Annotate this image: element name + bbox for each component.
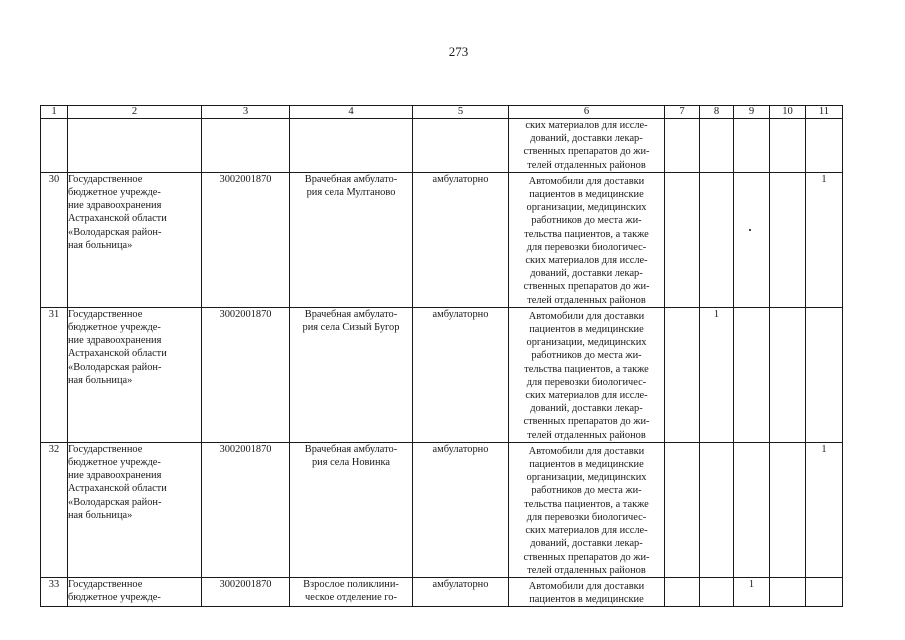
cell-number: 31 — [41, 307, 68, 442]
cell-col11 — [806, 577, 843, 606]
cell-text-line: ние здравоохранения — [68, 335, 162, 347]
column-header-4: 4 — [290, 106, 413, 119]
table-row-continuation — [41, 119, 843, 173]
cell-text-line: тельства пациентов, а также — [524, 498, 649, 510]
cell-text-line: ских материалов для иссле- — [525, 120, 648, 131]
cell-text-line: работников до места жи- — [531, 350, 642, 362]
cell-description — [509, 442, 665, 577]
cell-text-line: Государственное — [68, 308, 143, 320]
cell-col9 — [734, 307, 770, 442]
cell-organization — [68, 577, 202, 606]
cell-text-line: дований, доставки лекар- — [530, 403, 643, 415]
cell-text-line: организации, медицинских — [526, 202, 647, 214]
column-header-7: 7 — [665, 106, 700, 119]
cell-text-line: ная больница» — [68, 509, 133, 521]
cell-description — [509, 172, 665, 307]
cell-text-line: Автомобили для доставки — [528, 310, 645, 322]
cell-code: 3002001870 — [202, 172, 290, 307]
cell-text-line: телей отдаленных районов — [527, 294, 646, 306]
cell-col11 — [806, 307, 843, 442]
cell-text-line: Врачебная амбулато- — [304, 308, 398, 320]
cell-text-line: рия села Новинка — [311, 457, 391, 469]
cell-col11: 1 — [806, 442, 843, 577]
cell-text-line: телей отдаленных районов — [527, 429, 646, 441]
cell-text-line: телей отдаленных районов — [527, 564, 646, 576]
cell-code: 3002001870 — [202, 577, 290, 606]
cell-text-line: ственных препаратов до жи- — [523, 551, 650, 563]
cell-text-line: тельства пациентов, а также — [524, 228, 649, 240]
cell-text-line: ная больница» — [68, 374, 133, 386]
cell-text-line: ских материалов для иссле- — [525, 525, 648, 537]
cell-text-line: организации, медицинских — [526, 472, 647, 484]
cell-col11: 1 — [806, 172, 843, 307]
cell-number: 30 — [41, 172, 68, 307]
header-row — [41, 106, 843, 119]
column-header-11: 11 — [806, 106, 843, 119]
cell-col10 — [770, 442, 806, 577]
cell-unit — [290, 172, 413, 307]
column-header-1: 1 — [41, 106, 68, 119]
cell-text-line: Астраханской области — [68, 483, 167, 495]
cell-text-line: Государственное — [68, 443, 143, 455]
cell-text-line: Автомобили для доставки — [528, 175, 645, 187]
cell-text-line: дований, доставки лекар- — [530, 133, 643, 145]
cell-text-line: дований, доставки лекар- — [530, 538, 643, 550]
cell-text-line: рия села Мултаново — [306, 187, 396, 199]
cell-text-line: Взрослое поликлини- — [303, 578, 399, 590]
cell-col10 — [770, 172, 806, 307]
table-row — [41, 577, 843, 606]
cell-col7 — [665, 307, 700, 442]
cell-organization — [68, 172, 202, 307]
cell-col10 — [770, 307, 806, 442]
cell-code: 3002001870 — [202, 442, 290, 577]
cell-text-line: работников до места жи- — [531, 215, 642, 227]
cell-description — [509, 119, 665, 173]
cell-text-line: пациентов в медицинские — [529, 594, 644, 606]
cell-col10 — [770, 577, 806, 606]
cell-mode: амбулаторно — [413, 307, 509, 442]
scan-speck — [749, 229, 751, 231]
table-row — [41, 307, 843, 442]
cell-text-line: ственных препаратов до жи- — [523, 281, 650, 293]
cell-text-line: бюджетное учрежде- — [68, 322, 161, 334]
cell-code: 3002001870 — [202, 307, 290, 442]
cell-col7 — [665, 172, 700, 307]
cell-text-line: ских материалов для иссле- — [525, 255, 648, 267]
cell-text-line: Врачебная амбулато- — [304, 173, 398, 185]
cell-text-line: Астраханской области — [68, 213, 167, 225]
cell-text-line: бюджетное учрежде- — [68, 592, 161, 604]
cell-col8 — [700, 577, 734, 606]
cell-text-line: рия села Сизый Бугор — [302, 322, 400, 334]
cell-col9 — [734, 442, 770, 577]
cell-organization — [68, 442, 202, 577]
cell-organization — [68, 307, 202, 442]
cell-text-line: для перевозки биологичес- — [526, 241, 647, 253]
cell-text-line: ние здравоохранения — [68, 470, 162, 482]
cell-col8 — [700, 442, 734, 577]
cell-text-line: работников до места жи- — [531, 485, 642, 497]
cell-text-line: ная больница» — [68, 239, 133, 251]
cell-text-line: ственных препаратов до жи- — [523, 146, 650, 158]
cell-number: 33 — [41, 577, 68, 606]
column-header-6: 6 — [509, 106, 665, 119]
cell-col8: 1 — [700, 307, 734, 442]
table-row — [41, 442, 843, 577]
column-header-9: 9 — [734, 106, 770, 119]
cell-text-line: для перевозки биологичес- — [526, 511, 647, 523]
cell-text-line: Врачебная амбулато- — [304, 443, 398, 455]
cell-text-line: пациентов в медицинские — [529, 189, 644, 201]
cell-col7 — [665, 442, 700, 577]
cell-text-line: ческое отделение го- — [305, 592, 397, 604]
column-header-10: 10 — [770, 106, 806, 119]
cell-text-line: пациентов в медицинские — [529, 324, 644, 336]
cell-text-line: Астраханской области — [68, 348, 167, 360]
cell-text-line: «Володарская район- — [68, 226, 162, 238]
cell-text-line: Государственное — [68, 578, 143, 590]
cell-text-line: для перевозки биологичес- — [526, 376, 647, 388]
cell-text-line: Автомобили для доставки — [528, 445, 645, 457]
column-header-3: 3 — [202, 106, 290, 119]
cell-mode: амбулаторно — [413, 172, 509, 307]
cell-text-line: тельства пациентов, а также — [524, 363, 649, 375]
cell-col9 — [734, 172, 770, 307]
column-header-5: 5 — [413, 106, 509, 119]
column-header-2: 2 — [68, 106, 202, 119]
cell-description — [509, 577, 665, 606]
cell-col9: 1 — [734, 577, 770, 606]
cell-text-line: ственных препаратов до жи- — [523, 416, 650, 428]
cell-col8 — [700, 172, 734, 307]
cell-text-line: Автомобили для доставки — [528, 580, 645, 592]
cell-number: 32 — [41, 442, 68, 577]
cell-text-line: организации, медицинских — [526, 337, 647, 349]
page-number: 273 — [448, 44, 469, 59]
cell-text-line: бюджетное учрежде- — [68, 187, 161, 199]
cell-unit — [290, 577, 413, 606]
cell-text-line: дований, доставки лекар- — [530, 268, 643, 280]
cell-text-line: бюджетное учрежде- — [68, 457, 161, 469]
table-row — [41, 172, 843, 307]
cell-text-line: ние здравоохранения — [68, 200, 162, 212]
vehicle-registry-table — [40, 105, 843, 607]
cell-mode: амбулаторно — [413, 442, 509, 577]
cell-description — [509, 307, 665, 442]
cell-unit — [290, 307, 413, 442]
cell-text-line: пациентов в медицинские — [529, 459, 644, 471]
cell-text-line: Государственное — [68, 173, 143, 185]
column-header-8: 8 — [700, 106, 734, 119]
cell-mode: амбулаторно — [413, 577, 509, 606]
cell-text-line: телей отдаленных районов — [527, 159, 646, 171]
cell-unit — [290, 442, 413, 577]
cell-text-line: «Володарская район- — [68, 496, 162, 508]
cell-text-line: «Володарская район- — [68, 361, 162, 373]
cell-text-line: ских материалов для иссле- — [525, 390, 648, 402]
cell-col7 — [665, 577, 700, 606]
